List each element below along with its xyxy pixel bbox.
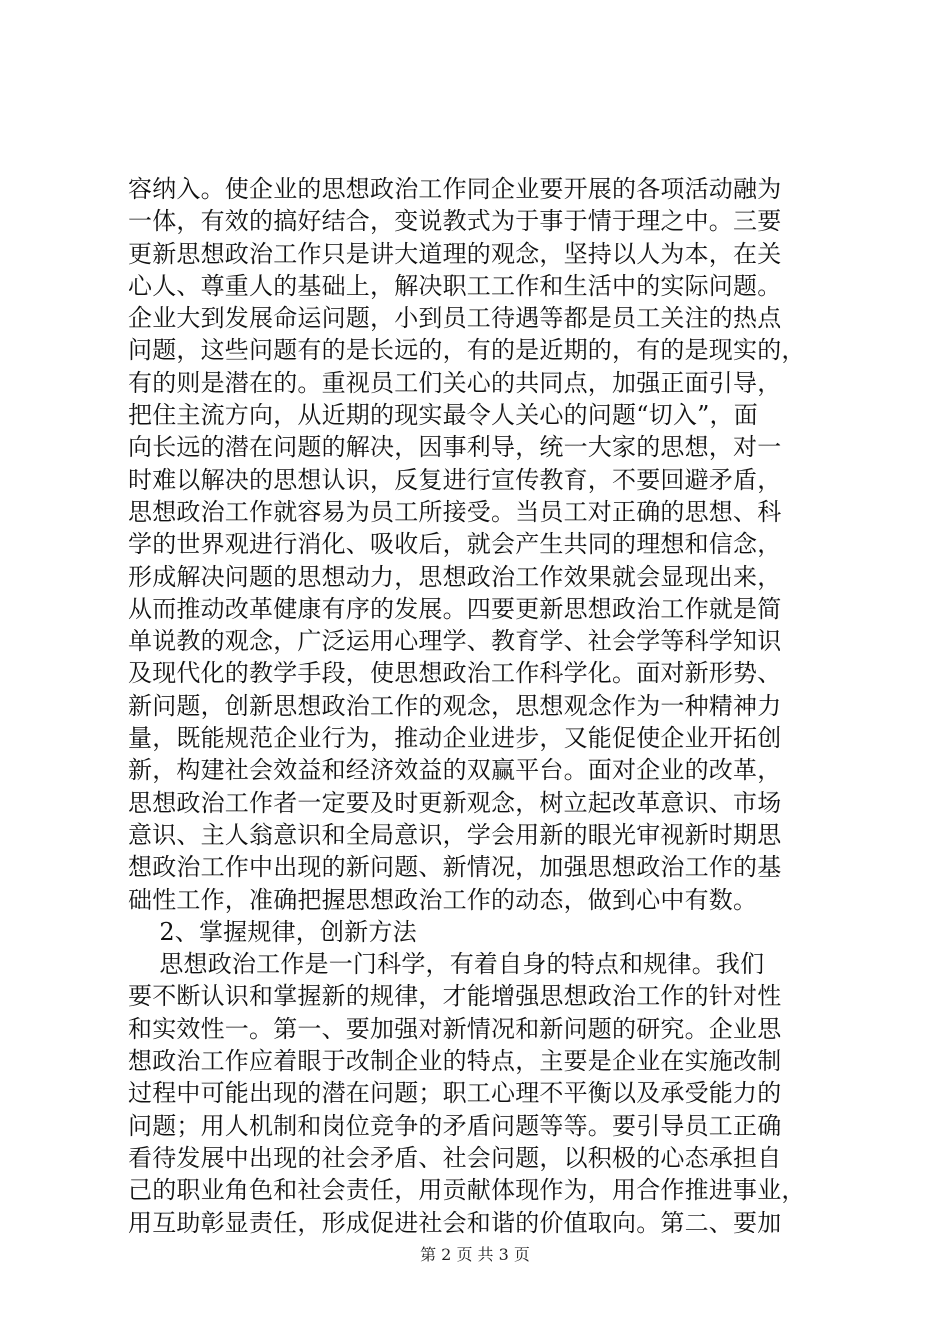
- text-line: 己的职业角色和社会责任，用贡献体现作为，用合作推进事业，: [128, 1176, 806, 1205]
- text-line: 思想政治工作是一门科学，有着自身的特点和规律。我们: [128, 950, 765, 979]
- text-line: 向长远的潜在问题的解决，因事利导，统一大家的思想，对一: [128, 433, 782, 462]
- text-line: 把住主流方向，从近期的现实最令人关心的问题“切入”，面: [128, 401, 758, 430]
- text-line: 思想政治工作者一定要及时更新观念，树立起改革意识、市场: [128, 788, 782, 817]
- text-line: 问题，这些问题有的是长远的，有的是近期的，有的是现实的，: [128, 336, 806, 365]
- body-text: [128, 173, 828, 1239]
- text-line: 一体，有效的搞好结合，变说教式为于事于情于理之中。三要: [128, 207, 782, 236]
- text-line: 要不断认识和掌握新的规律，才能增强思想政治工作的针对性: [128, 982, 782, 1011]
- text-line: 新，构建社会效益和经济效益的双赢平台。面对企业的改革，: [128, 756, 782, 785]
- text-line: 问题；用人机制和岗位竞争的矛盾问题等等。要引导员工正确: [128, 1111, 782, 1140]
- text-line: 想政治工作中出现的新问题、新情况，加强思想政治工作的基: [128, 853, 782, 882]
- text-line: 础性工作，准确把握思想政治工作的动态，做到心中有数。: [128, 885, 758, 914]
- page-footer: 第 2 页 共 3 页: [420, 1245, 530, 1264]
- text-line: 用互助彰显责任，形成促进社会和谐的价值取向。第二、要加: [128, 1208, 782, 1237]
- text-line: 容纳入。使企业的思想政治工作同企业要开展的各项活动融为: [128, 175, 782, 203]
- text-line: 2、掌握规律，创新方法: [128, 917, 417, 946]
- text-line: 从而推动改革健康有序的发展。四要更新思想政治工作就是简: [128, 594, 782, 623]
- text-line: 想政治工作应着眼于改制企业的特点，主要是企业在实施改制: [128, 1047, 782, 1076]
- text-line: 思想政治工作就容易为员工所接受。当员工对正确的思想、科: [128, 497, 782, 526]
- text-line: 企业大到发展命运问题，小到员工待遇等都是员工关注的热点: [128, 304, 782, 333]
- text-line: 心人、尊重人的基础上，解决职工工作和生活中的实际问题。: [128, 271, 782, 300]
- text-line: 过程中可能出现的潜在问题；职工心理不平衡以及承受能力的: [128, 1079, 782, 1108]
- text-line: 有的则是潜在的。重视员工们关心的共同点，加强正面引导，: [128, 368, 782, 397]
- text-line: 及现代化的教学手段，使思想政治工作科学化。面对新形势、: [128, 659, 782, 688]
- text-line: 单说教的观念，广泛运用心理学、教育学、社会学等科学知识: [128, 627, 782, 656]
- text-line: 形成解决问题的思想动力，思想政治工作效果就会显现出来，: [128, 562, 782, 591]
- text-line: 意识、主人翁意识和全局意识，学会用新的眼光审视新时期思: [128, 820, 782, 849]
- text-line: 和实效性一。第一、要加强对新情况和新问题的研究。企业思: [128, 1014, 782, 1043]
- text-line: 看待发展中出现的社会矛盾、社会问题，以积极的心态承担自: [128, 1143, 782, 1172]
- text-line: 时难以解决的思想认识，反复进行宣传教育，不要回避矛盾，: [128, 465, 782, 494]
- text-line: 新问题，创新思想政治工作的观念，思想观念作为一种精神力: [128, 691, 782, 720]
- text-line: 更新思想政治工作只是讲大道理的观念，坚持以人为本，在关: [128, 239, 782, 268]
- text-line: 学的世界观进行消化、吸收后，就会产生共同的理想和信念，: [128, 530, 782, 559]
- text-line: 量，既能规范企业行为，推动企业进步，又能促使企业开拓创: [128, 724, 782, 753]
